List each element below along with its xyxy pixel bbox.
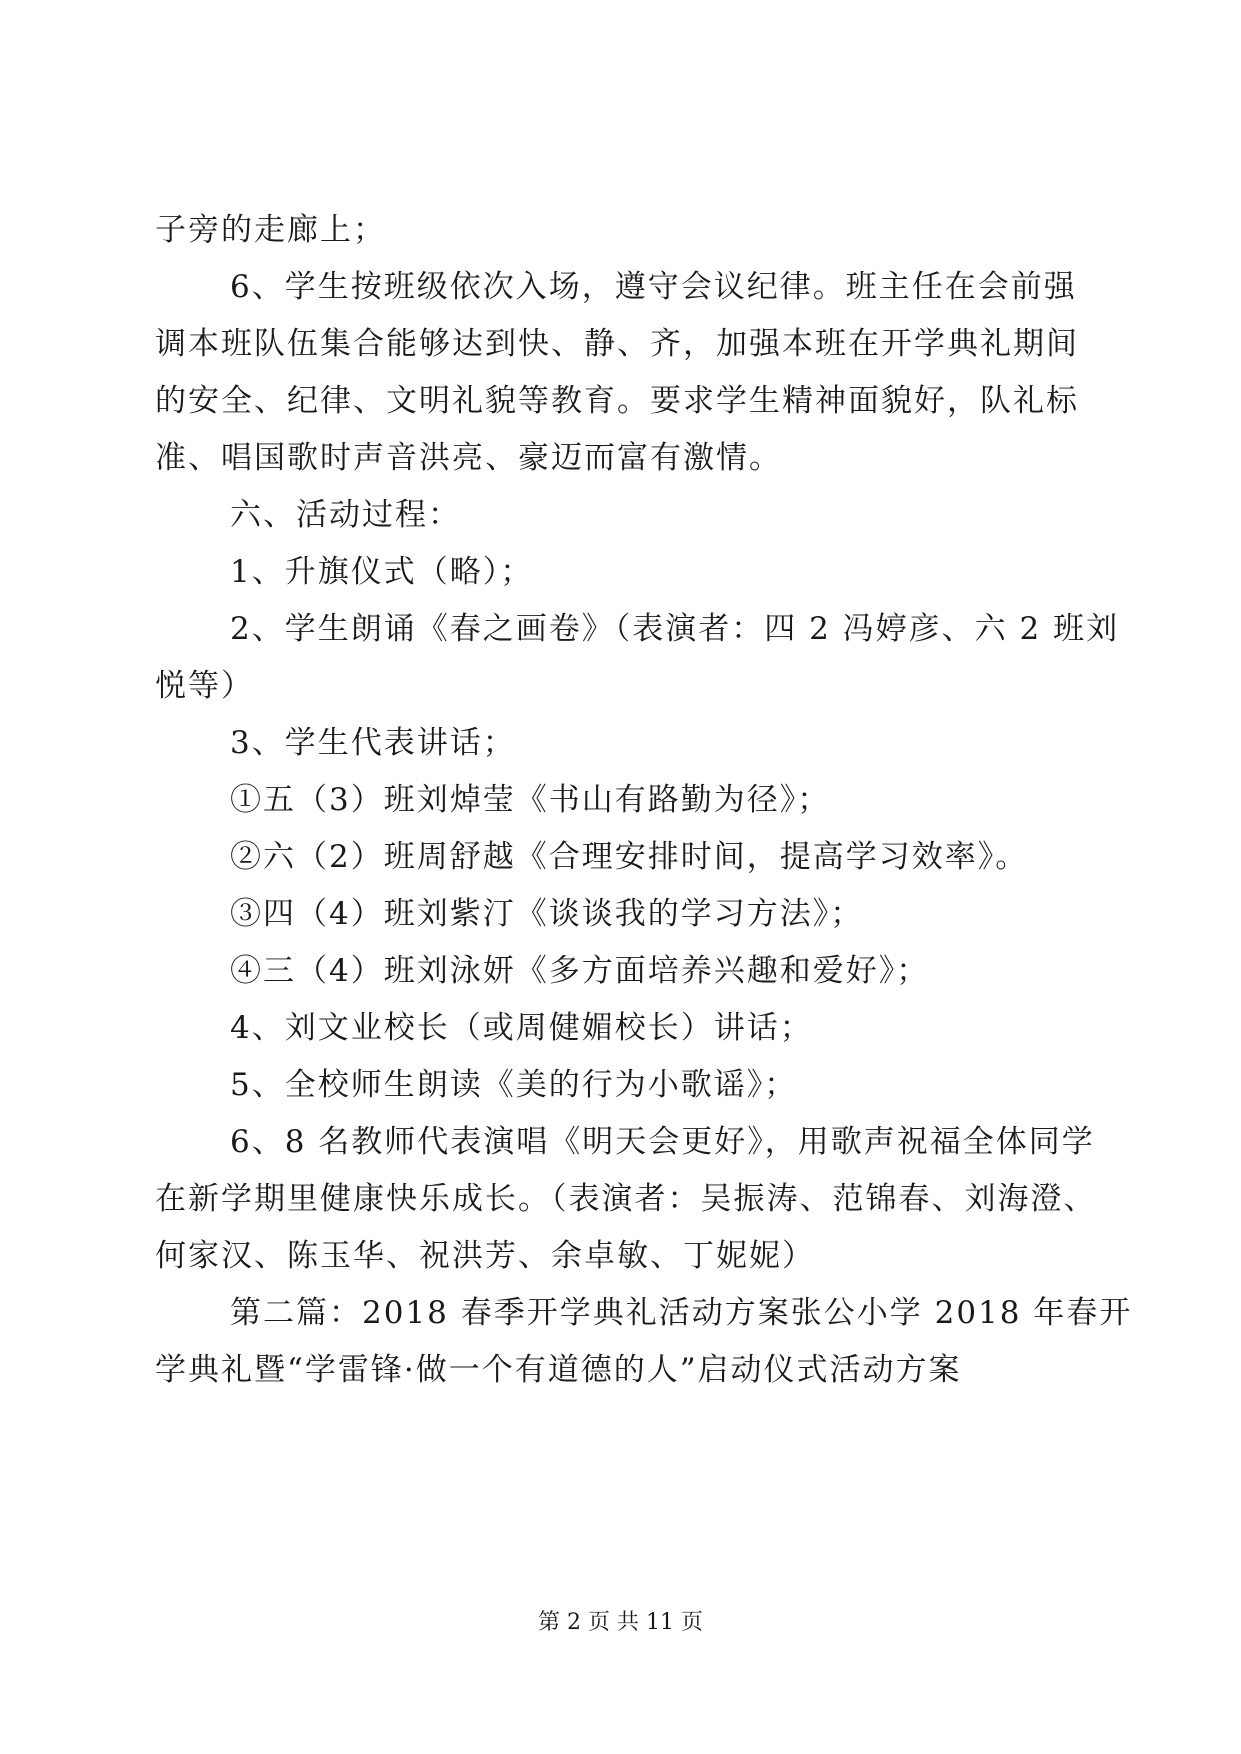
text-line: 准、唱国歌时声音洪亮、豪迈而富有激情。 bbox=[155, 440, 782, 476]
text-line: 1、升旗仪式（略）； bbox=[230, 554, 534, 590]
text-line: 何家汉、陈玉华、祝洪芳、余卓敏、丁妮妮） bbox=[155, 1238, 815, 1274]
section-heading: 六、活动过程： bbox=[230, 497, 461, 533]
list-item: ①五（3）班刘焯莹《书山有路勤为径》； bbox=[230, 782, 831, 818]
text-line: 2、学生朗诵《春之画卷》（表演者：四 2 冯婷彦、六 2 班刘 bbox=[230, 611, 1120, 647]
text-line: 调本班队伍集合能够达到快、静、齐，加强本班在开学典礼期间 bbox=[155, 326, 1079, 362]
text-line: 子旁的走廊上； bbox=[155, 212, 386, 248]
text-line: 4、刘文业校长（或周健媚校长）讲话； bbox=[230, 1010, 813, 1046]
text-line: 在新学期里健康快乐成长。（表演者：吴振涛、范锦春、刘海澄、 bbox=[155, 1181, 1097, 1217]
text-line: 5、全校师生朗读《美的行为小歌谣》； bbox=[230, 1067, 798, 1103]
text-line: 学典礼暨“学雷锋·做一个有道德的人”启动仪式活动方案 bbox=[155, 1352, 962, 1388]
text-line: 的安全、纪律、文明礼貌等教育。要求学生精神面貌好，队礼标 bbox=[155, 383, 1079, 419]
text-line: 6、学生按班级依次入场，遵守会议纪律。班主任在会前强 bbox=[230, 269, 1077, 305]
text-line: 3、学生代表讲话； bbox=[230, 725, 516, 761]
list-item: ④三（4）班刘泳妍《多方面培养兴趣和爱好》； bbox=[230, 953, 930, 989]
list-item: ②六（2）班周舒越《合理安排时间，提高学习效率》。 bbox=[230, 839, 1029, 875]
list-item: ③四（4）班刘紫汀《谈谈我的学习方法》； bbox=[230, 896, 864, 932]
text-line: 6、8 名教师代表演唱《明天会更好》，用歌声祝福全体同学 bbox=[230, 1124, 1095, 1160]
page-number-footer: 第 2 页 共 11 页 bbox=[538, 1610, 703, 1635]
text-line: 悦等） bbox=[155, 668, 254, 704]
text-line: 第二篇：2018 春季开学典礼活动方案张公小学 2018 年春开 bbox=[230, 1295, 1133, 1331]
